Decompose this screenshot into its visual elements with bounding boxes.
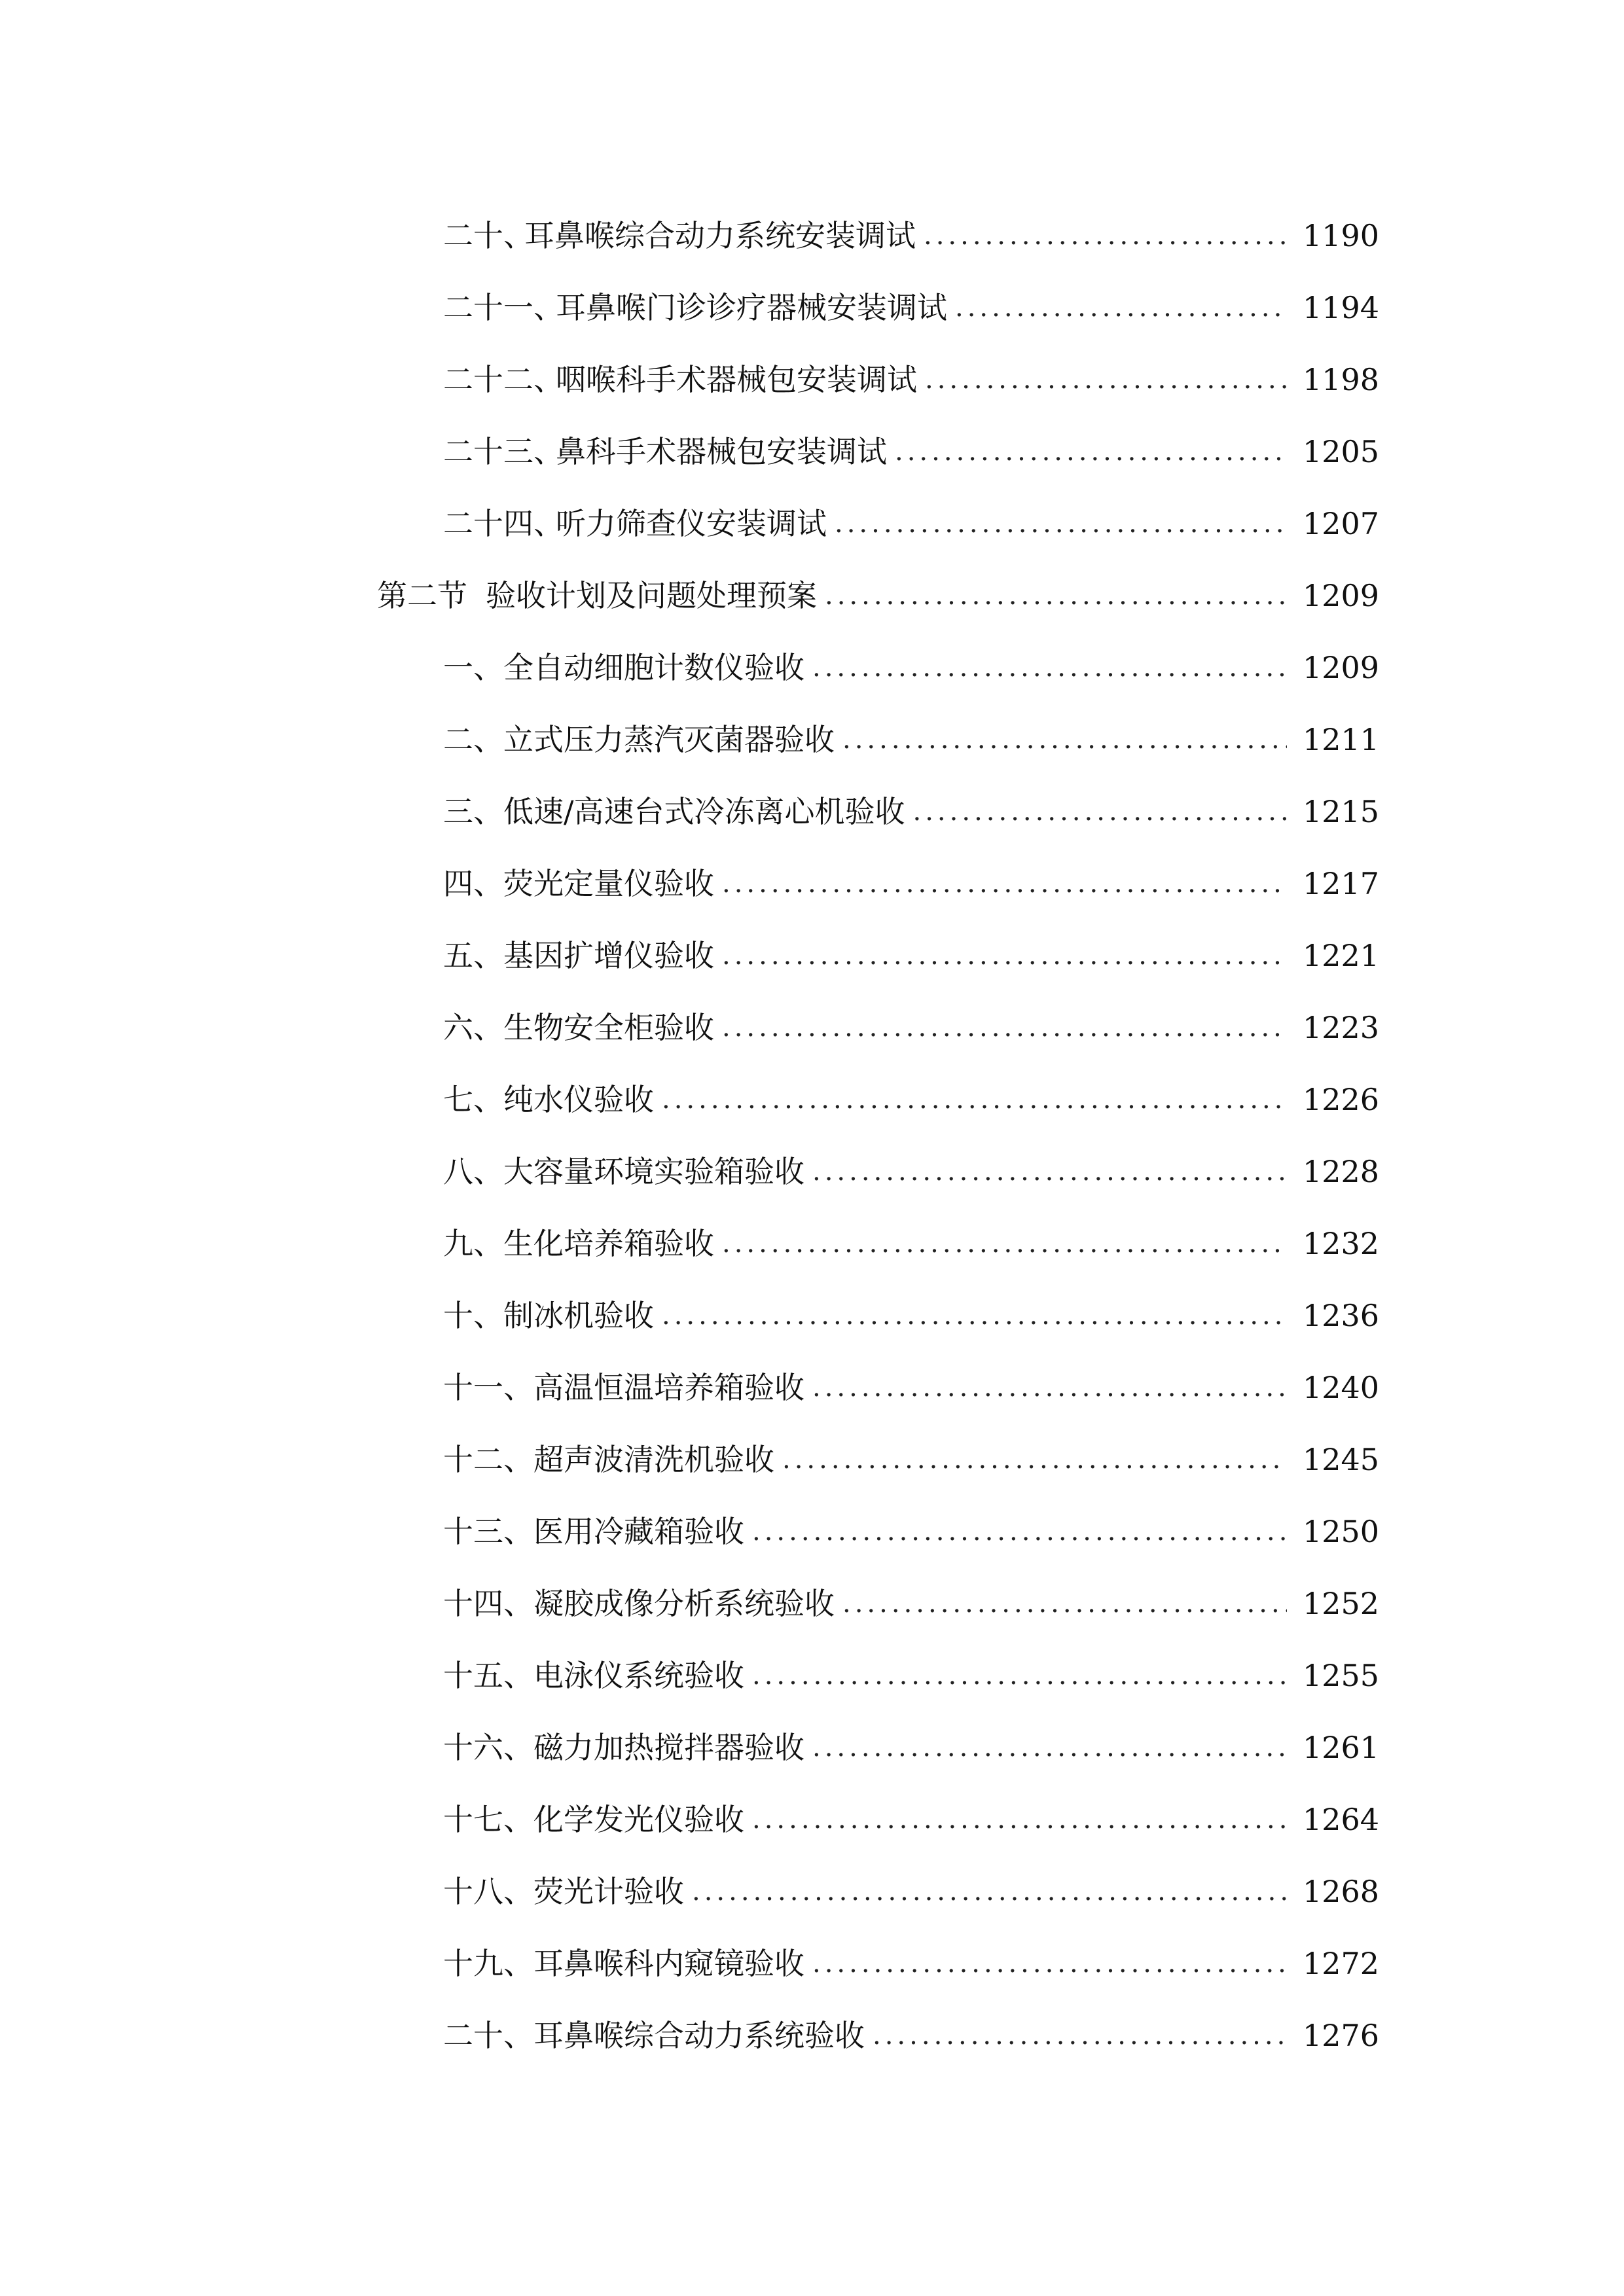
- toc-entry-number: 十五、: [443, 1658, 533, 1693]
- toc-entry-title: 鼻科手术器械包安装调试: [556, 434, 887, 469]
- toc-entry-title: 耳鼻喉科内窥镜验收: [533, 1946, 804, 1981]
- toc-entry-number: 三、: [443, 794, 503, 829]
- toc-entry-page: 1194: [1303, 290, 1380, 325]
- toc-entry-page: 1272: [1303, 1946, 1380, 1981]
- toc-entry-title: 低速/高速台式冷冻离心机验收: [503, 794, 905, 829]
- toc-entry-title: 荧光定量仪验收: [503, 866, 714, 901]
- toc-entry-number: 九、: [443, 1226, 503, 1261]
- toc-entry[interactable]: [0, 1424, 1624, 1496]
- toc-section-title: 验收计划及问题处理预案: [486, 578, 817, 613]
- toc-entry-number: 十七、: [443, 1802, 533, 1837]
- toc-entry-page: 1198: [1303, 362, 1380, 397]
- toc-entry[interactable]: [0, 1784, 1624, 1856]
- toc-dot-leader: [812, 1152, 1287, 1191]
- toc-entry-title: 化学发光仪验收: [533, 1802, 744, 1837]
- toc-entry-page: 1207: [1303, 506, 1380, 541]
- toc-entry-page: 1190: [1303, 218, 1380, 253]
- toc-entry-number: 十一、: [443, 1370, 533, 1405]
- toc-entry[interactable]: [0, 1640, 1624, 1712]
- toc-entry-number: 一、: [443, 650, 503, 685]
- toc-entry[interactable]: [0, 1352, 1624, 1424]
- toc-entry-title: 大容量环境实验箱验收: [503, 1154, 804, 1189]
- toc-entry-title: 全自动细胞计数仪验收: [503, 650, 804, 685]
- toc-entry-page: 1276: [1303, 2018, 1380, 2053]
- toc-entry-page: 1205: [1303, 434, 1380, 469]
- toc-entry-title: 耳鼻喉综合动力系统安装调试: [524, 218, 916, 253]
- toc-entry-title: 电泳仪系统验收: [533, 1658, 744, 1693]
- toc-dot-leader: [812, 648, 1287, 687]
- toc-entry[interactable]: [0, 632, 1624, 704]
- toc-entry-number: 十四、: [443, 1586, 533, 1621]
- toc-dot-leader: [873, 2016, 1287, 2055]
- toc-entry[interactable]: [0, 1856, 1624, 1928]
- toc-entry-title: 生物安全柜验收: [503, 1010, 714, 1045]
- toc-entry-number: 二十四、: [443, 506, 564, 541]
- toc-section-entry[interactable]: [0, 560, 1624, 632]
- toc-dot-leader: [722, 864, 1287, 903]
- toc-entry-title: 医用冷藏箱验收: [533, 1514, 744, 1549]
- toc-dot-leader: [722, 1224, 1287, 1263]
- toc-entry[interactable]: [0, 416, 1624, 488]
- toc-dot-leader: [752, 1512, 1287, 1551]
- toc-dot-leader: [835, 504, 1287, 543]
- toc-entry-page: 1223: [1303, 1010, 1380, 1045]
- toc-entry[interactable]: [0, 992, 1624, 1064]
- toc-entry[interactable]: [0, 704, 1624, 776]
- toc-dot-leader: [812, 1368, 1287, 1407]
- toc-entry-title: 耳鼻喉门诊诊疗器械安装调试: [556, 290, 947, 325]
- toc-entry-title: 高温恒温培养箱验收: [533, 1370, 804, 1405]
- toc-dot-leader: [925, 360, 1287, 399]
- toc-entry-page: 1236: [1303, 1298, 1380, 1333]
- toc-entry-number: 十二、: [443, 1442, 533, 1477]
- toc-entry-title: 纯水仪验收: [503, 1082, 654, 1117]
- toc-entry-number: 四、: [443, 866, 503, 901]
- toc-dot-leader: [924, 216, 1287, 255]
- toc-entry-page: 1221: [1303, 938, 1380, 973]
- toc-entry-title: 听力筛查仪安装调试: [556, 506, 827, 541]
- toc-entry-number: 十八、: [443, 1874, 533, 1909]
- toc-entry-title: 耳鼻喉综合动力系统验收: [533, 2018, 865, 2053]
- toc-entry-title: 咽喉科手术器械包安装调试: [556, 362, 917, 397]
- toc-entry[interactable]: [0, 344, 1624, 416]
- toc-entry-number: 六、: [443, 1010, 503, 1045]
- toc-entry-title: 基因扩增仪验收: [503, 938, 714, 973]
- toc-dot-leader: [662, 1080, 1287, 1119]
- toc-entry-page: 1228: [1303, 1154, 1380, 1189]
- toc-entry[interactable]: [0, 1208, 1624, 1280]
- toc-dot-leader: [825, 576, 1287, 615]
- toc-entry-page: 1226: [1303, 1082, 1380, 1117]
- toc-entry-title: 制冰机验收: [503, 1298, 654, 1333]
- toc-entry-number: 五、: [443, 938, 503, 973]
- toc-dot-leader: [722, 936, 1287, 975]
- toc-entry-page: 1250: [1303, 1514, 1380, 1549]
- toc-dot-leader: [895, 432, 1287, 471]
- toc-entry-page: 1209: [1303, 578, 1380, 613]
- toc-entry[interactable]: [0, 1568, 1624, 1640]
- toc-dot-leader: [842, 1584, 1287, 1623]
- toc-entry-page: 1209: [1303, 650, 1380, 685]
- toc-entry-page: 1217: [1303, 866, 1380, 901]
- toc-dot-leader: [955, 288, 1287, 327]
- toc-entry[interactable]: [0, 920, 1624, 992]
- toc-entry-number: 二十、: [443, 218, 533, 253]
- toc-entry-page: 1261: [1303, 1730, 1380, 1765]
- toc-entry-number: 二十三、: [443, 434, 564, 469]
- toc-entry[interactable]: [0, 848, 1624, 920]
- toc-entry-number: 二十一、: [443, 290, 564, 325]
- toc-entry-page: 1240: [1303, 1370, 1380, 1405]
- toc-entry[interactable]: [0, 1280, 1624, 1352]
- toc-entry-number: 七、: [443, 1082, 503, 1117]
- toc-dot-leader: [752, 1800, 1287, 1839]
- toc-entry-page: 1268: [1303, 1874, 1380, 1909]
- toc-entry-number: 十九、: [443, 1946, 533, 1981]
- toc-entry-page: 1232: [1303, 1226, 1380, 1261]
- toc-entry-title: 荧光计验收: [533, 1874, 684, 1909]
- toc-dot-leader: [662, 1296, 1287, 1335]
- toc-dot-leader: [842, 720, 1287, 759]
- toc-dot-leader: [692, 1872, 1287, 1911]
- toc-entry-number: 十、: [443, 1298, 503, 1333]
- toc-entry[interactable]: [0, 488, 1624, 560]
- toc-entry-page: 1211: [1303, 722, 1380, 757]
- toc-entry-title: 磁力加热搅拌器验收: [533, 1730, 804, 1765]
- toc-entry-number: 二、: [443, 722, 503, 757]
- toc-entry-page: 1215: [1303, 794, 1380, 829]
- toc-entry-title: 立式压力蒸汽灭菌器验收: [503, 722, 835, 757]
- table-of-contents: [0, 200, 1624, 2072]
- toc-entry-title: 生化培养箱验收: [503, 1226, 714, 1261]
- toc-entry[interactable]: [0, 272, 1624, 344]
- toc-entry-page: 1255: [1303, 1658, 1380, 1693]
- toc-entry[interactable]: [0, 1136, 1624, 1208]
- toc-entry-number: 十三、: [443, 1514, 533, 1549]
- toc-entry-title: 凝胶成像分析系统验收: [533, 1586, 835, 1621]
- toc-entry-page: 1264: [1303, 1802, 1380, 1837]
- toc-dot-leader: [752, 1656, 1287, 1695]
- toc-entry[interactable]: [0, 1496, 1624, 1568]
- toc-entry-number: 二十二、: [443, 362, 564, 397]
- toc-entry-number: 八、: [443, 1154, 503, 1189]
- toc-dot-leader: [782, 1440, 1287, 1479]
- toc-entry[interactable]: [0, 1712, 1624, 1784]
- toc-entry-title: 超声波清洗机验收: [533, 1442, 774, 1477]
- toc-entry-page: 1252: [1303, 1586, 1380, 1621]
- toc-entry[interactable]: [0, 200, 1624, 272]
- toc-entry-number: 十六、: [443, 1730, 533, 1765]
- toc-entry-number: 二十、: [443, 2018, 533, 2053]
- toc-dot-leader: [812, 1728, 1287, 1767]
- toc-section-number: 第二节: [377, 578, 467, 613]
- toc-dot-leader: [913, 792, 1288, 831]
- toc-entry[interactable]: [0, 1064, 1624, 1136]
- toc-dot-leader: [812, 1944, 1287, 1983]
- toc-entry[interactable]: [0, 776, 1624, 848]
- toc-entry[interactable]: [0, 2000, 1624, 2072]
- toc-dot-leader: [722, 1008, 1287, 1047]
- toc-entry[interactable]: [0, 1928, 1624, 2000]
- toc-entry-page: 1245: [1303, 1442, 1380, 1477]
